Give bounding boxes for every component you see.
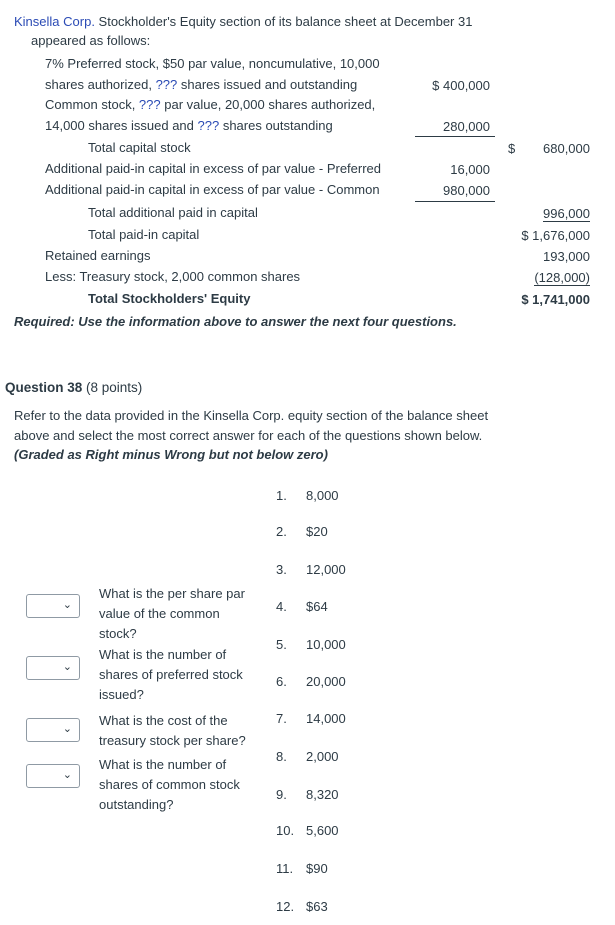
company-name: Kinsella Corp. bbox=[14, 14, 95, 29]
answer-value: 8,320 bbox=[306, 787, 339, 802]
common-line-1 bbox=[45, 96, 375, 113]
text-fragment: par value, 20,000 shares authorized, bbox=[160, 97, 376, 112]
prompt-treasury-cost: What is the cost of the treasury stock per share? bbox=[99, 713, 246, 748]
preferred-amount: $ 400,000 bbox=[432, 78, 490, 93]
total-capital-dollar: $ bbox=[508, 141, 516, 156]
answer-number: 9. bbox=[276, 787, 287, 802]
answer-number: 12. bbox=[276, 899, 295, 914]
total-capital-amount: 680,000 bbox=[543, 141, 590, 156]
answer-value: 12,000 bbox=[306, 562, 346, 577]
prompt-common-outstanding: What is the number of shares of common stock outstanding? bbox=[99, 757, 240, 812]
preferred-line-1: 7% Preferred stock, $50 par value, noncumulative, 10,000 bbox=[45, 56, 380, 71]
subtotal-rule bbox=[415, 201, 495, 202]
total-apic-label: Total additional paid in capital bbox=[88, 205, 258, 220]
preferred-line-2 bbox=[45, 76, 357, 93]
answer-value: 2,000 bbox=[306, 749, 339, 764]
chevron-down-icon: ⌄ bbox=[62, 723, 72, 735]
retained-earnings-amount: 193,000 bbox=[543, 249, 590, 264]
question-title: Question 38 bbox=[5, 380, 83, 395]
answer-choice bbox=[276, 710, 346, 727]
intro-line-1 bbox=[14, 13, 472, 30]
answer-choice bbox=[276, 898, 328, 915]
unknown-marker: ??? bbox=[197, 118, 220, 133]
answer-value: $90 bbox=[306, 861, 328, 876]
question-text-line-2: above and select the most correct answer for each of the questions shown below. bbox=[14, 428, 483, 443]
answer-choice bbox=[276, 561, 346, 578]
answer-number: 3. bbox=[276, 562, 287, 577]
answer-number: 1. bbox=[276, 488, 287, 503]
answer-value: 20,000 bbox=[306, 674, 346, 689]
chevron-down-icon: ⌄ bbox=[62, 769, 72, 781]
common-line-2 bbox=[45, 117, 333, 134]
chevron-down-icon: ⌄ bbox=[62, 661, 72, 673]
total-equity-amount: $ 1,741,000 bbox=[521, 292, 590, 307]
apic-common-label: Additional paid-in capital in excess of par value - Common bbox=[45, 182, 380, 197]
unknown-marker: ??? bbox=[155, 77, 178, 92]
treasury-stock-amount bbox=[510, 269, 590, 286]
answer-value: $20 bbox=[306, 524, 328, 539]
total-apic-value: 996,000 bbox=[543, 206, 590, 221]
question-text-line-1: Refer to the data provided in the Kinsella Corp. equity section of the balance sheet bbox=[14, 408, 489, 423]
retained-earnings-label: Retained earnings bbox=[45, 248, 151, 263]
graded-note: (Graded as Right minus Wrong but not below zero) bbox=[14, 447, 328, 462]
intro-line-2: appeared as follows: bbox=[31, 33, 151, 48]
answer-value: 10,000 bbox=[306, 637, 346, 652]
answer-value: $64 bbox=[306, 599, 328, 614]
answer-number: 4. bbox=[276, 599, 287, 614]
total-equity-label: Total Stockholders' Equity bbox=[88, 291, 251, 306]
apic-preferred-label: Additional paid-in capital in excess of par value - Preferred bbox=[45, 161, 382, 176]
apic-common-amount: 980,000 bbox=[443, 183, 490, 198]
prompt-par-value: What is the per share par value of the common stock? bbox=[99, 586, 245, 641]
answer-number: 6. bbox=[276, 674, 287, 689]
total-capital-label: Total capital stock bbox=[88, 140, 191, 155]
answer-choice bbox=[276, 673, 346, 690]
answer-choice bbox=[276, 598, 328, 615]
common-amount: 280,000 bbox=[443, 119, 490, 134]
answer-select-2[interactable] bbox=[26, 656, 80, 680]
text-fragment: 14,000 shares issued and bbox=[45, 118, 198, 133]
answer-number: 11. bbox=[276, 861, 294, 876]
answer-select-3[interactable] bbox=[26, 718, 80, 742]
question-points: (8 points) bbox=[82, 380, 143, 395]
text-fragment: Common stock, bbox=[45, 97, 139, 112]
intro-line-1-text: Stockholder's Equity section of its balance sheet at December 31 bbox=[94, 14, 473, 29]
total-apic-amount bbox=[510, 205, 590, 222]
treasury-stock-value: (128,000) bbox=[534, 270, 590, 285]
total-paid-in-label: Total paid-in capital bbox=[88, 227, 200, 242]
answer-choice bbox=[276, 860, 328, 877]
treasury-stock-label: Less: Treasury stock, 2,000 common shares bbox=[45, 269, 301, 284]
answer-choice bbox=[276, 748, 339, 765]
answer-number: 8. bbox=[276, 749, 287, 764]
answer-number: 7. bbox=[276, 711, 287, 726]
answer-number: 2. bbox=[276, 524, 287, 539]
total-paid-in-amount: $ 1,676,000 bbox=[521, 228, 590, 243]
required-note: Required: Use the information above to answer the next four questions. bbox=[14, 314, 457, 329]
answer-choice bbox=[276, 523, 328, 540]
answer-value: 8,000 bbox=[306, 488, 339, 503]
answer-select-4[interactable] bbox=[26, 764, 80, 788]
answer-choice bbox=[276, 487, 339, 504]
answer-number: 10. bbox=[276, 823, 295, 838]
chevron-down-icon: ⌄ bbox=[62, 599, 72, 611]
apic-preferred-amount: 16,000 bbox=[450, 162, 490, 177]
answer-value: 14,000 bbox=[306, 711, 346, 726]
text-fragment: shares outstanding bbox=[219, 118, 333, 133]
text-fragment: shares authorized, bbox=[45, 77, 156, 92]
answer-value: 5,600 bbox=[306, 823, 339, 838]
subtotal-rule bbox=[415, 136, 495, 137]
answer-value: $63 bbox=[306, 899, 328, 914]
question-header bbox=[5, 379, 142, 396]
answer-choice bbox=[276, 636, 346, 653]
answer-choice bbox=[276, 786, 339, 803]
answer-select-1[interactable] bbox=[26, 594, 80, 618]
answer-choice bbox=[276, 822, 339, 839]
unknown-marker: ??? bbox=[138, 97, 161, 112]
answer-number: 5. bbox=[276, 637, 287, 652]
prompt-preferred-issued: What is the number of shares of preferred stock issued? bbox=[99, 647, 243, 702]
text-fragment: shares issued and outstanding bbox=[177, 77, 358, 92]
